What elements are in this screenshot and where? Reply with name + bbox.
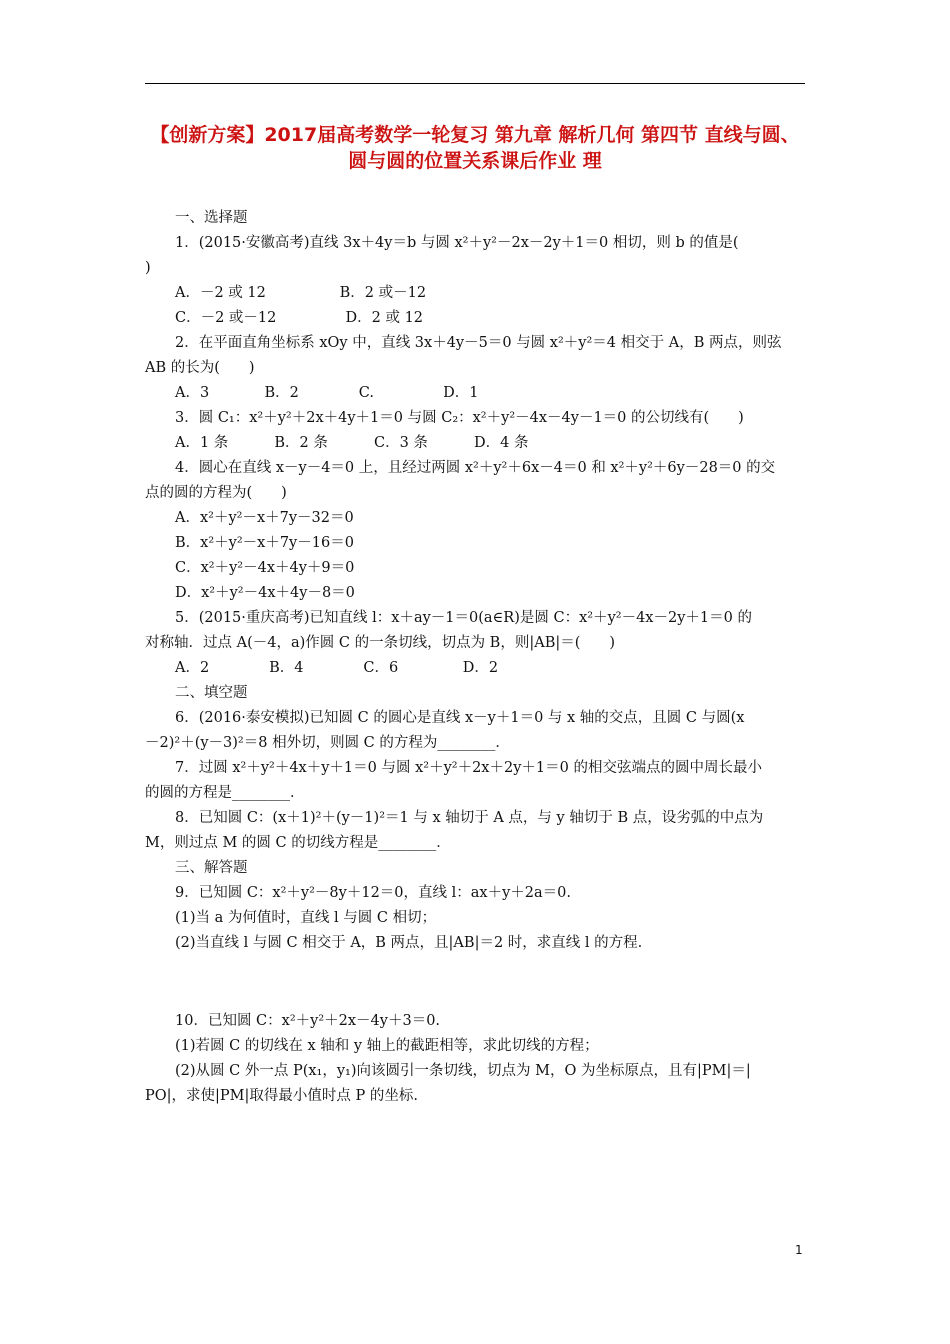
text-line-q1-a: 1．(2015·安徽高考)直线 3x＋4y＝b 与圆 x²＋y²－2x－2y＋1＝0 相切，则 b 的值是( [175,235,739,251]
page-number: 1 [795,1243,803,1257]
text-line-q1-opt1: A．－2 或 12 B．2 或－12 [175,285,427,301]
text-line-q10-1: (1)若圆 C 的切线在 x 轴和 y 轴上的截距相等，求此切线的方程； [175,1038,599,1054]
text-line-q4-a: 4．圆心在直线 x－y－4＝0 上，且经过两圆 x²＋y²＋6x－4＝0 和 x²＋y²＋6y－28＝0 的交 [175,460,776,476]
text-line-q10-2a: (2)从圆 C 外一点 P(x₁，y₁)向该圆引一条切线，切点为 M，O 为坐标原点，且有|PM|＝| [175,1063,751,1079]
text-line-q7-b: 的圆的方程是________． [145,785,305,801]
text-line-section-3: 三、解答题 [175,860,248,876]
text-line-q2-a: 2．在平面直角坐标系 xOy 中，直线 3x＋4y－5＝0 与圆 x²＋y²＝4 相交于 A，B 两点，则弦 [175,335,782,351]
text-line-q2-b: AB 的长为( ) [145,360,255,376]
text-line-q4-opt-b: B．x²＋y²－x＋7y－16＝0 [175,535,354,551]
text-line-q3: 3．圆 C₁：x²＋y²＋2x＋4y＋1＝0 与圆 C₂：x²＋y²－4x－4y－1＝0 的公切线有( ) [175,410,744,426]
text-line-q4-opt-a: A．x²＋y²－x＋7y－32＝0 [175,510,354,526]
text-line-q4-opt-d: D．x²＋y²－4x＋4y－8＝0 [175,585,355,601]
text-line-q1-b: ) [145,260,151,276]
text-line-q5-a: 5．(2015·重庆高考)已知直线 l：x＋ay－1＝0(a∈R)是圆 C：x²＋y²－4x－2y＋1＝0 的 [175,610,752,626]
text-line-q10: 10．已知圆 C：x²＋y²＋2x－4y＋3＝0. [175,1013,441,1029]
text-line-q1-opt2: C．－2 或－12 D．2 或 12 [175,310,424,326]
text-line-q5-b: 对称轴．过点 A(－4，a)作圆 C 的一条切线，切点为 B，则|AB|＝( ) [145,635,616,651]
text-line-q10-2b: PO|，求使|PM|取得最小值时点 P 的坐标. [145,1088,418,1104]
text-line-section-1: 一、选择题 [175,210,248,226]
text-line-q8-b: M，则过点 M 的圆 C 的切线方程是________． [145,835,451,851]
text-line-q6-b: －2)²＋(y－3)²＝8 相外切，则圆 C 的方程为________． [145,735,510,751]
text-line-q7-a: 7．过圆 x²＋y²＋4x＋y＋1＝0 与圆 x²＋y²＋2x＋2y＋1＝0 的相交弦端点的圆中周长最小 [175,760,762,776]
header-rule [145,83,805,84]
text-line-q8-a: 8．已知圆 C：(x＋1)²＋(y－1)²＝1 与 x 轴切于 A 点，与 y 轴切于 B 点，设劣弧的中点为 [175,810,764,826]
text-line-q6-a: 6．(2016·泰安模拟)已知圆 C 的圆心是直线 x－y＋1＝0 与 x 轴的交点，且圆 C 与圆(x [175,710,745,726]
text-line-section-2: 二、填空题 [175,685,248,701]
document-title: 【创新方案】2017届高考数学一轮复习 第九章 解析几何 第四节 直线与圆、圆与圆的位置关系课后作业 理 [150,124,800,172]
text-line-q2-opt: A．3 B．2 C. D．1 [175,385,479,401]
text-line-q9: 9．已知圆 C：x²＋y²－8y＋12＝0，直线 l：ax＋y＋2a＝0. [175,885,571,901]
text-line-q4-opt-c: C．x²＋y²－4x＋4y＋9＝0 [175,560,355,576]
text-line-q4-b: 点的圆的方程为( ) [145,485,287,501]
text-line-q3-opt: A．1 条 B．2 条 C．3 条 D．4 条 [175,435,529,451]
text-line-q9-2: (2)当直线 l 与圆 C 相交于 A，B 两点，且|AB|＝2 时，求直线 l 的方程. [175,935,643,951]
text-line-q5-opt: A．2 B．4 C．6 D．2 [175,660,499,676]
text-line-q9-1: (1)当 a 为何值时，直线 l 与圆 C 相切； [175,910,437,926]
